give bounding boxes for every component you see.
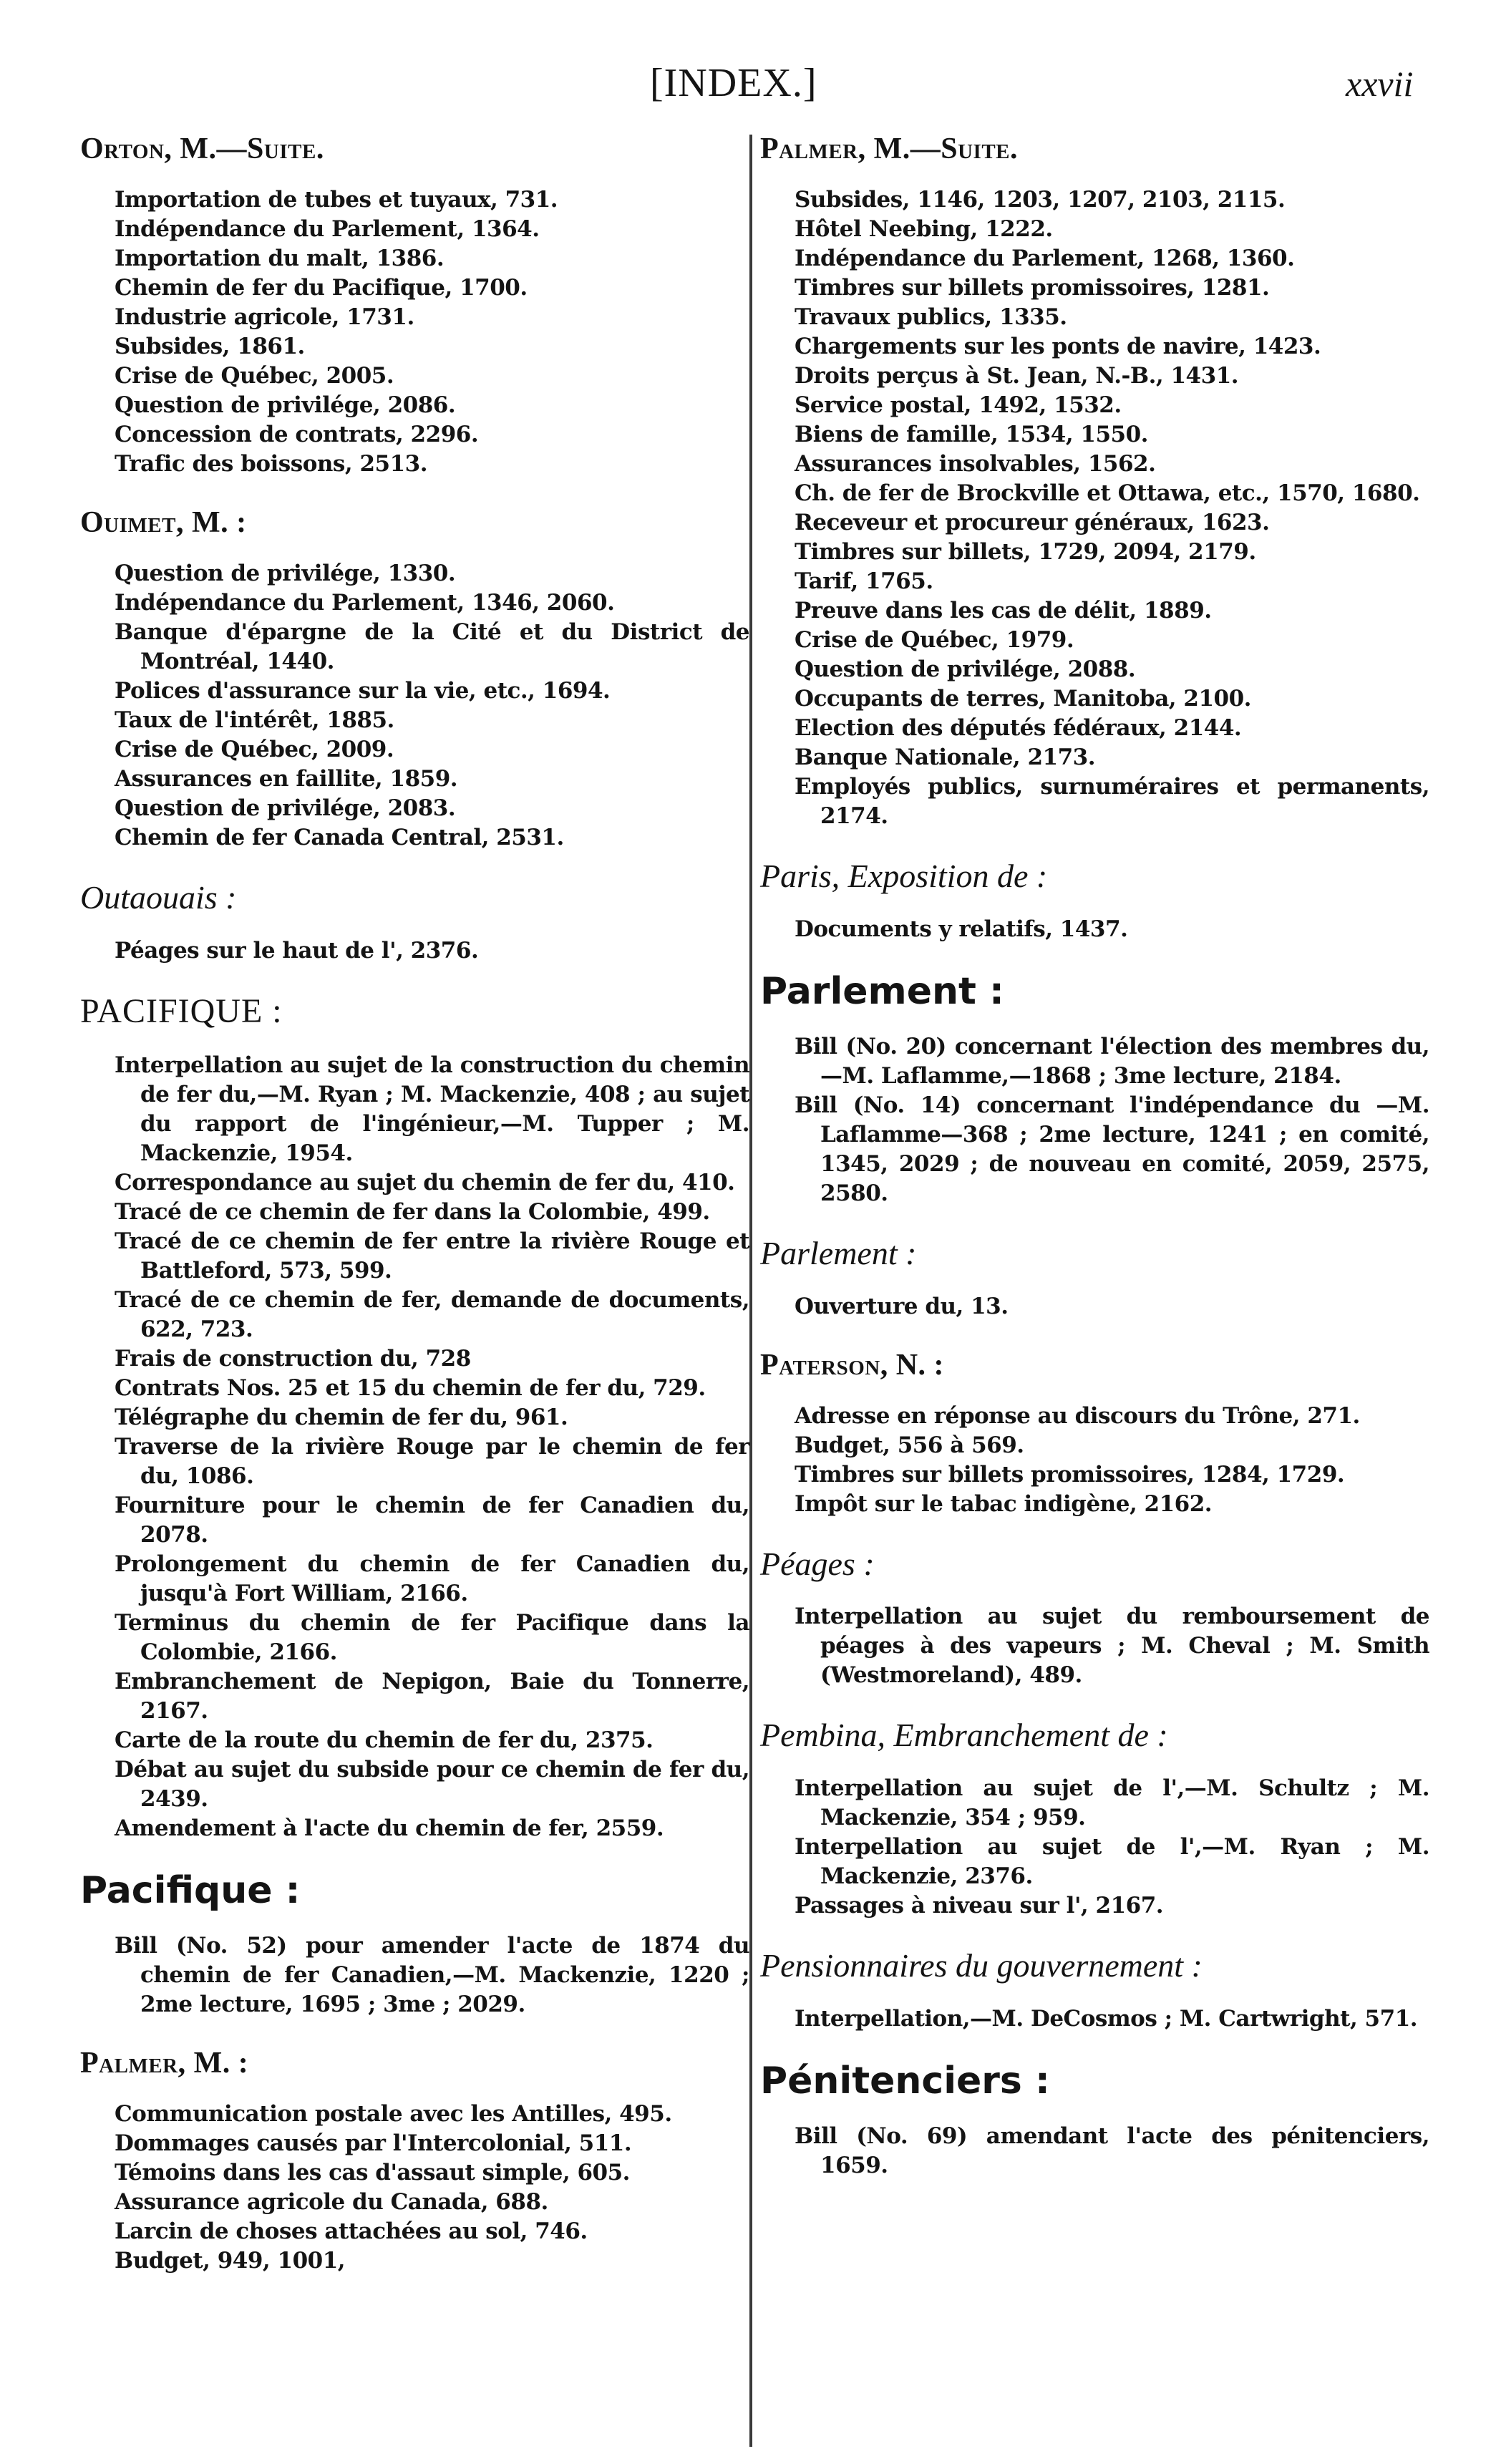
index-entry: Dommages causés par l'Intercolonial, 511. xyxy=(115,2130,632,2157)
index-entry: Passages à niveau sur l', 2167. xyxy=(795,1892,1164,1919)
index-entry: Interpellation au sujet de la construction du chemin de fer du,—M. Ryan ; M. Mackenzie, 408 ; au sujet du rapport de l'ingénieur,—M. Tupper ; M. Mackenzie, 1954. xyxy=(115,1052,749,1166)
index-entry: Assurances insolvables, 1562. xyxy=(795,451,1156,477)
section-heading: Orton, M.—Suite. xyxy=(80,132,324,165)
index-entry: Documents y relatifs, 1437. xyxy=(795,916,1128,942)
index-entry: Télégraphe du chemin de fer du, 961. xyxy=(115,1404,568,1430)
section-heading: Palmer, M. : xyxy=(80,2046,249,2080)
left-column xyxy=(80,132,749,2303)
index-entry: Employés publics, surnuméraires et permanents, 2174. xyxy=(795,774,1429,830)
page-title: [INDEX.] xyxy=(650,61,817,105)
index-entry: Correspondance au sujet du chemin de fer du, 410. xyxy=(115,1169,735,1195)
index-entry: Importation de tubes et tuyaux, 731. xyxy=(115,187,558,213)
index-entry: Subsides, 1861. xyxy=(115,334,305,360)
index-entry: Droits perçus à St. Jean, N.-B., 1431. xyxy=(795,363,1239,389)
index-section-pensionnaires xyxy=(760,1948,1429,2034)
index-entry: Preuve dans les cas de délit, 1889. xyxy=(795,598,1212,624)
index-entry: Subsides, 1146, 1203, 1207, 2103, 2115. xyxy=(795,187,1286,213)
index-entry: Timbres sur billets, 1729, 2094, 2179. xyxy=(795,539,1256,566)
section-heading: Pénitenciers : xyxy=(760,2059,1050,2102)
index-entry: Travaux publics, 1335. xyxy=(795,304,1067,331)
index-entry: Impôt sur le tabac indigène, 2162. xyxy=(795,1490,1213,1517)
index-section-pacifique-caps xyxy=(80,993,749,1843)
index-entry: Prolongement du chemin de fer Canadien du, jusqu'à Fort William, 2166. xyxy=(115,1551,749,1606)
index-entry: Timbres sur billets promissoires, 1281. xyxy=(795,275,1270,301)
index-entry: Budget, 556 à 569. xyxy=(795,1432,1024,1458)
index-entry: Interpellation au sujet de l',—M. Ryan ; M. Mackenzie, 2376. xyxy=(795,1833,1429,1889)
index-entry: Péages sur le haut de l', 2376. xyxy=(115,937,479,964)
index-entry: Frais de construction du, 728 xyxy=(115,1345,471,1372)
index-entry: Contrats Nos. 25 et 15 du chemin de fer du, 729. xyxy=(115,1374,706,1401)
index-entry: Concession de contrats, 2296. xyxy=(115,422,479,448)
index-entry: Assurances en faillite, 1859. xyxy=(115,766,458,792)
index-entry: Ch. de fer de Brockville et Ottawa, etc., 1570, 1680. xyxy=(795,480,1420,507)
index-entry: Timbres sur billets promissoires, 1284, 1729. xyxy=(795,1461,1345,1488)
index-section-parlement-bold xyxy=(760,971,1429,1208)
section-heading: Paterson, N. : xyxy=(760,1348,945,1382)
section-heading: Ouimet, M. : xyxy=(80,506,247,540)
index-entry: Receveur et procureur généraux, 1623. xyxy=(795,510,1270,536)
index-section-paterson xyxy=(760,1349,1429,1519)
index-section-ouimet xyxy=(80,506,749,853)
index-entry: Crise de Québec, 2005. xyxy=(115,363,394,389)
index-entry: Interpellation au sujet de l',—M. Schultz ; M. Mackenzie, 354 ; 959. xyxy=(795,1775,1429,1830)
index-entry: Ouverture du, 13. xyxy=(795,1293,1009,1319)
index-section-pembina xyxy=(760,1717,1429,1921)
section-heading: Pembina, Embranchement de : xyxy=(760,1717,1168,1754)
section-heading: Palmer, M.—Suite. xyxy=(760,132,1019,165)
index-entry: Amendement à l'acte du chemin de fer, 2559. xyxy=(115,1815,664,1841)
index-entry: Biens de famille, 1534, 1550. xyxy=(795,422,1148,448)
index-entry: Crise de Québec, 1979. xyxy=(795,627,1074,654)
index-entry: Polices d'assurance sur la vie, etc., 1694. xyxy=(115,678,611,704)
index-entry: Terminus du chemin de fer Pacifique dans la Colombie, 2166. xyxy=(115,1609,749,1665)
index-entry: Chemin de fer Canada Central, 2531. xyxy=(115,825,564,851)
index-entry: Budget, 949, 1001, xyxy=(115,2248,346,2274)
index-entry: Carte de la route du chemin de fer du, 2375. xyxy=(115,1727,654,1753)
index-entry: Occupants de terres, Manitoba, 2100. xyxy=(795,686,1251,712)
index-entry: Adresse en réponse au discours du Trône, 271. xyxy=(795,1402,1360,1429)
index-entry: Banque Nationale, 2173. xyxy=(795,744,1096,771)
section-heading: Parlement : xyxy=(760,1234,917,1271)
index-entry: Indépendance du Parlement, 1268, 1360. xyxy=(795,246,1295,272)
index-entry: Tracé de ce chemin de fer, demande de documents, 622, 723. xyxy=(115,1286,749,1342)
index-section-palmer xyxy=(80,2047,749,2276)
index-section-paris xyxy=(760,858,1429,944)
index-entry: Question de privilége, 1330. xyxy=(115,561,456,587)
index-entry: Taux de l'intérêt, 1885. xyxy=(115,707,394,734)
index-entry: Tracé de ce chemin de fer dans la Colombie, 499. xyxy=(115,1198,710,1225)
index-entry: Bill (No. 69) amendant l'acte des pénitenciers, 1659. xyxy=(795,2123,1429,2178)
index-entry: Communication postale avec les Antilles, 495. xyxy=(115,2101,672,2128)
index-entry: Election des députés fédéraux, 2144. xyxy=(795,715,1242,742)
section-heading: Parlement : xyxy=(760,969,1004,1013)
index-entry: Banque d'épargne de la Cité et du District de Montréal, 1440. xyxy=(115,619,749,675)
page-header xyxy=(0,31,1496,110)
index-section-peages xyxy=(760,1546,1429,1691)
index-entry: Chemin de fer du Pacifique, 1700. xyxy=(115,275,528,301)
index-section-orton xyxy=(80,132,749,479)
page-number: xxvii xyxy=(1346,64,1414,104)
index-entry: Bill (No. 14) concernant l'indépendance du —M. Laflamme—368 ; 2me lecture, 1241 ; en comité, 1345, 2029 ; de nouveau en comité, 2059, 2575, 2580. xyxy=(795,1092,1429,1206)
index-entry: Embranchement de Nepigon, Baie du Tonnerre, 2167. xyxy=(115,1668,749,1724)
index-entry: Tracé de ce chemin de fer entre la rivière Rouge et Battleford, 573, 599. xyxy=(115,1228,749,1284)
index-entry: Fourniture pour le chemin de fer Canadien du, 2078. xyxy=(115,1492,749,1548)
index-section-palmer-suite xyxy=(760,132,1429,831)
section-heading: Outaouais : xyxy=(80,879,237,916)
index-entry: Crise de Québec, 2009. xyxy=(115,737,394,763)
index-section-outaouais xyxy=(80,880,749,966)
index-entry: Trafic des boissons, 2513. xyxy=(115,451,428,477)
section-heading: Péages : xyxy=(760,1545,875,1582)
index-entry: Larcin de choses attachées au sol, 746. xyxy=(115,2218,588,2245)
index-entry: Indépendance du Parlement, 1364. xyxy=(115,216,540,243)
column-divider xyxy=(749,135,752,2447)
index-section-pacifique-bold xyxy=(80,1868,749,2019)
index-entry: Indépendance du Parlement, 1346, 2060. xyxy=(115,590,615,616)
index-entry: Question de privilége, 2088. xyxy=(795,656,1136,683)
index-entry: Hôtel Neebing, 1222. xyxy=(795,216,1053,243)
right-column xyxy=(760,132,1429,2208)
section-heading: PACIFIQUE : xyxy=(80,991,283,1030)
index-entry: Débat au sujet du subside pour ce chemin de fer du, 2439. xyxy=(115,1756,749,1812)
section-heading: Paris, Exposition de : xyxy=(760,858,1048,895)
index-entry: Interpellation au sujet du remboursement de péages à des vapeurs ; M. Cheval ; M. Smith (Westmoreland), 489. xyxy=(795,1604,1429,1689)
index-entry: Bill (No. 52) pour amender l'acte de 1874 du chemin de fer Canadien,—M. Mackenzie, 1220 ; 2me lecture, 1695 ; 3me ; 2029. xyxy=(115,1932,749,2017)
index-entry: Industrie agricole, 1731. xyxy=(115,304,414,331)
index-entry: Assurance agricole du Canada, 688. xyxy=(115,2189,548,2216)
index-entry: Interpellation,—M. DeCosmos ; M. Cartwright, 571. xyxy=(795,2005,1418,2032)
index-entry: Chargements sur les ponts de navire, 1423. xyxy=(795,334,1321,360)
index-entry: Question de privilége, 2086. xyxy=(115,392,456,419)
section-heading: Pensionnaires du gouvernement : xyxy=(760,1946,1203,1984)
index-entry: Témoins dans les cas d'assaut simple, 605. xyxy=(115,2160,630,2186)
index-entry: Tarif, 1765. xyxy=(795,568,933,595)
index-section-penitenciers xyxy=(760,2061,1429,2181)
index-entry: Question de privilége, 2083. xyxy=(115,795,456,822)
index-section-parlement-ital xyxy=(760,1236,1429,1321)
index-entry: Traverse de la rivière Rouge par le chemin de fer du, 1086. xyxy=(115,1433,749,1489)
index-entry: Service postal, 1492, 1532. xyxy=(795,392,1122,419)
index-entry: Bill (No. 20) concernant l'élection des membres du,—M. Laflamme,—1868 ; 3me lecture, 2184. xyxy=(795,1033,1429,1089)
section-heading: Pacifique : xyxy=(80,1868,301,1912)
index-entry: Importation du malt, 1386. xyxy=(115,246,445,272)
